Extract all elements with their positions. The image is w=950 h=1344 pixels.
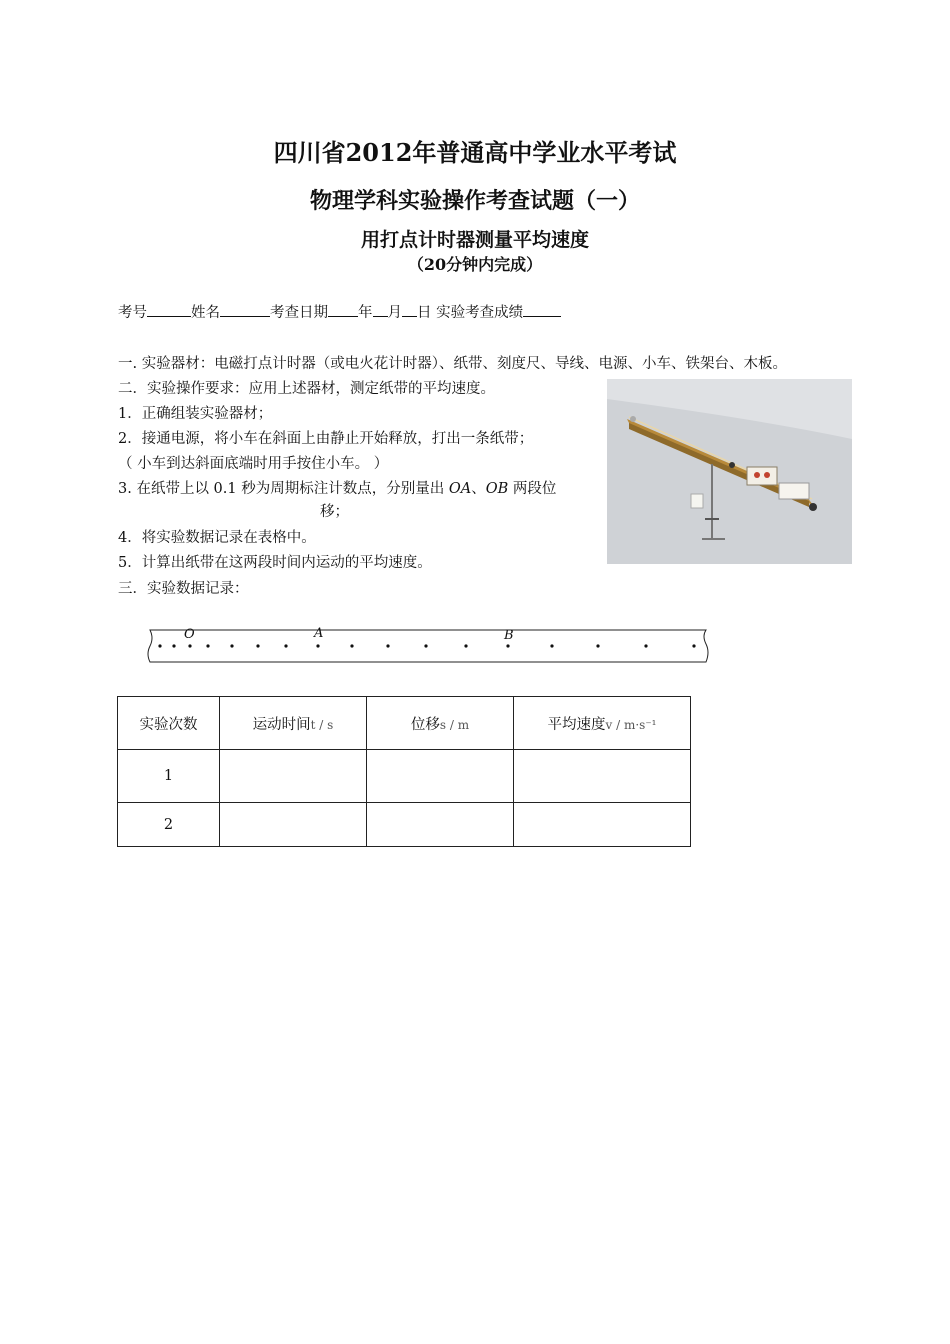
tape-label-o: O	[184, 627, 195, 642]
header-time	[220, 697, 367, 750]
step-3	[118, 477, 556, 498]
step-2-note: （ 小车到达斜面底端时用手按住小车。 ）	[118, 456, 389, 472]
step-5: 5．计算出纸带在这两段时间内运动的平均速度。	[118, 555, 432, 571]
tape-dot	[424, 644, 427, 647]
ob-label: OB	[485, 481, 509, 497]
tape-dot	[256, 644, 259, 647]
header-displacement-label: 位移	[410, 716, 440, 733]
month-label: 月	[387, 305, 402, 321]
time-limit: （20分钟内完成）	[407, 255, 543, 274]
exam-no-label: 考号	[118, 305, 147, 321]
row-2-velocity[interactable]	[514, 803, 691, 847]
tape-label-a: A	[314, 626, 324, 641]
tape-dot	[206, 644, 209, 647]
header-velocity	[514, 697, 691, 750]
tape-drawing	[146, 626, 710, 666]
day-blank[interactable]	[402, 302, 417, 317]
row-2-displacement[interactable]	[367, 803, 514, 847]
table-row	[118, 750, 691, 803]
tape-dot	[644, 644, 647, 647]
date-label: 考查日期	[270, 305, 328, 321]
apparatus-photo	[607, 379, 852, 564]
header-velocity-label: 平均速度	[547, 716, 606, 733]
month-blank[interactable]	[373, 302, 388, 317]
header-time-unit: t / s	[310, 717, 334, 732]
info-line	[118, 301, 561, 322]
header-time-label: 运动时间	[252, 716, 311, 733]
header-velocity-unit: v / m·s⁻¹	[605, 717, 657, 732]
table-header-row	[118, 697, 691, 750]
step-2: 2．接通电源，将小车在斜面上由静止开始释放，打出一条纸带；	[118, 431, 534, 447]
row-1-displacement[interactable]	[367, 750, 514, 803]
year-blank[interactable]	[328, 302, 358, 317]
year-label: 年	[358, 305, 373, 321]
section-requirements: 二．实验操作要求：应用上述器材，测定纸带的平均速度。	[118, 381, 495, 397]
section-data-record: 三．实验数据记录：	[118, 581, 249, 597]
step-3-tail: 两段位	[508, 481, 557, 497]
score-blank[interactable]	[523, 302, 561, 317]
day-score-label: 日 实验考查成绩	[417, 305, 524, 321]
tape-dot	[230, 644, 233, 647]
row-2-time[interactable]	[220, 803, 367, 847]
tape-dot	[188, 644, 191, 647]
step-3-sep: 、	[471, 481, 486, 497]
step-3-cont: 移；	[320, 504, 349, 520]
tape-dot	[158, 644, 161, 647]
tape-dot	[284, 644, 287, 647]
tape-dot	[596, 644, 599, 647]
tape-label-b: B	[504, 628, 514, 643]
section-equipment: 一. 实验器材：电磁打点计时器（或电火花计时器）、纸带、刻度尺、导线、电源、小车、铁架台、木板。	[118, 356, 787, 372]
name-label: 姓名	[191, 305, 220, 321]
row-1-time[interactable]	[220, 750, 367, 803]
tape-dot	[350, 644, 353, 647]
tape-dot	[172, 644, 175, 647]
row-1-trial: 1	[118, 750, 220, 803]
experiment-title: 用打点计时器测量平均速度	[360, 229, 589, 251]
step-3-text: 3. 在纸带上以 0.1 秒为周期标注计数点，分别量出	[118, 481, 449, 497]
paper-tape	[146, 626, 710, 666]
table-row	[118, 803, 691, 847]
name-blank[interactable]	[220, 302, 270, 317]
header-displacement-unit: s / m	[439, 717, 470, 732]
exam-subtitle: 物理学科实验操作考查试题（一）	[309, 188, 640, 214]
header-trial: 实验次数	[118, 697, 220, 750]
apparatus-illustration	[607, 379, 852, 564]
tape-dot	[386, 644, 389, 647]
row-2-trial: 2	[118, 803, 220, 847]
tape-dot	[316, 644, 319, 647]
exam-no-blank[interactable]	[147, 302, 191, 317]
tape-dot	[506, 644, 509, 647]
row-1-velocity[interactable]	[514, 750, 691, 803]
tape-dot	[550, 644, 553, 647]
exam-title: 四川省2012年普通高中学业水平考试	[273, 138, 677, 167]
tape-dot	[692, 644, 695, 647]
step-1: 1．正确组装实验器材；	[118, 406, 273, 422]
data-table	[117, 696, 691, 847]
oa-label: OA	[448, 481, 472, 497]
step-4: 4．将实验数据记录在表格中。	[118, 530, 316, 546]
tape-dots	[158, 644, 695, 647]
header-displacement	[367, 697, 514, 750]
tape-dot	[464, 644, 467, 647]
